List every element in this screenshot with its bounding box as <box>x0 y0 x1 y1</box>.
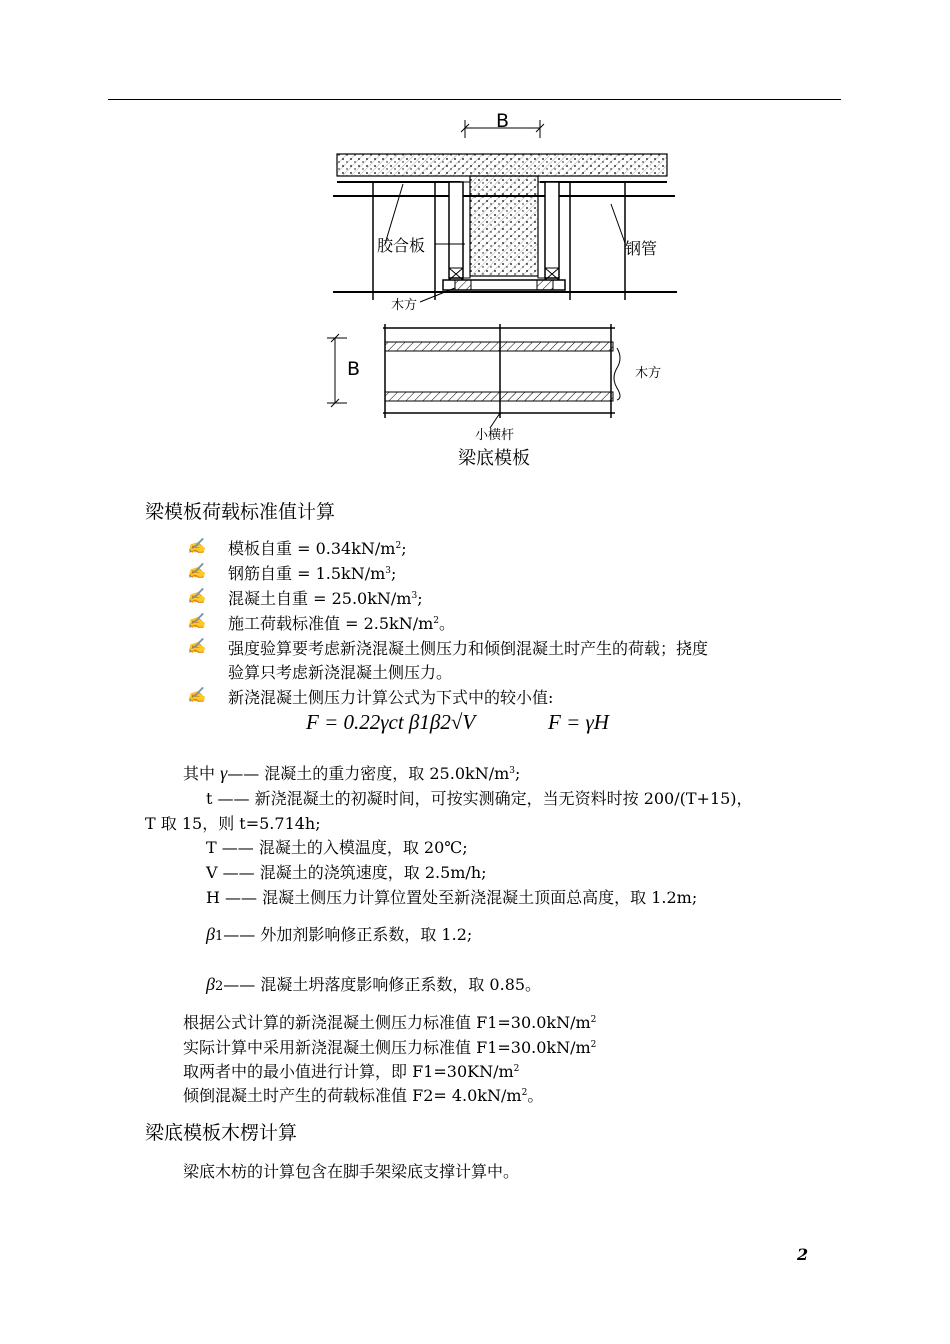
definition-H: H —— 混凝土侧压力计算位置处至新浇混凝土顶面总高度，取 1.2m; <box>206 888 698 907</box>
figure-caption: 梁底模板 <box>458 448 530 469</box>
bullet-icon: ✍ <box>187 587 206 605</box>
page-number: 2 <box>797 1245 809 1264</box>
label-plywood: 胶合板 <box>377 236 426 255</box>
label-steel-pipe: 钢管 <box>625 239 658 258</box>
beam-formwork-figure <box>325 108 685 470</box>
result-line: 倾倒混凝土时产生的荷载标准值 $F2= 4.0kN/m^2$。 <box>183 1086 544 1105</box>
bullet-icon: ✍ <box>187 537 206 555</box>
section-title-load: 梁模板荷载标准值计算 <box>145 501 336 523</box>
definition-t-line2: T 取 15，则 t=5.714h; <box>145 814 321 833</box>
list-item: 新浇混凝土侧压力计算公式为下式中的较小值: <box>228 688 554 707</box>
header-rule <box>108 99 841 100</box>
formwork-drawing <box>325 108 685 470</box>
bullet-icon: ✍ <box>187 612 206 630</box>
definition-beta1: β1—— 外加剂影响修正系数，取 1.2; <box>206 924 473 944</box>
label-timber-right: 木方 <box>635 366 662 381</box>
definition-T: T —— 混凝土的入模温度，取 20℃; <box>206 838 468 857</box>
list-item: 混凝土自重 = $25.0kN/m^3$; <box>228 589 423 608</box>
where-gamma-line: 其中 γ—— 混凝土的重力密度，取 $25.0kN/m^3$; <box>183 763 521 783</box>
section-body: 梁底木枋的计算包含在脚手架梁底支撑计算中。 <box>183 1162 520 1181</box>
bullet-icon: ✍ <box>187 686 206 704</box>
label-timber-top: 木方 <box>391 298 418 313</box>
definition-beta2: β2—— 混凝土坍落度影响修正系数，取 0.85。 <box>206 974 542 994</box>
formula-gamma-h: F = γH <box>548 710 609 734</box>
formula-lateral-pressure: F = 0.22γct β1β2√V <box>306 710 476 734</box>
bullet-icon: ✍ <box>187 562 206 580</box>
result-line: 根据公式计算的新浇混凝土侧压力标准值 $F1=30.0kN/m^2$ <box>183 1013 597 1032</box>
list-item: 模板自重 = $0.34kN/m^2$; <box>228 539 407 558</box>
dimension-b-top: B <box>496 110 510 132</box>
label-crossbar: 小横杆 <box>475 428 515 443</box>
list-item: 强度验算要考虑新浇混凝土侧压力和倾倒混凝土时产生的荷载；挠度 <box>228 639 709 658</box>
list-item: 钢筋自重 = $1.5kN/m^3$; <box>228 564 397 583</box>
result-line: 实际计算中采用新浇混凝土侧压力标准值 $F1=30.0kN/m^2$ <box>183 1038 597 1057</box>
bullet-icon: ✍ <box>187 637 206 655</box>
list-item: 施工荷载标准值 = $2.5kN/m^2$。 <box>228 614 456 633</box>
section-title-joist: 梁底模板木楞计算 <box>145 1122 298 1144</box>
list-item-continuation: 验算只考虑新浇混凝土侧压力。 <box>228 663 453 682</box>
definition-t-line1: t —— 新浇混凝土的初凝时间，可按实测确定，当无资料时按 200/(T+15)， <box>206 789 753 808</box>
dimension-b-side: B <box>347 358 361 380</box>
definition-V: V —— 混凝土的浇筑速度，取 2.5m/h; <box>206 863 487 882</box>
result-line: 取两者中的最小值进行计算，即 $F1=30KN/m^2$ <box>183 1062 520 1081</box>
